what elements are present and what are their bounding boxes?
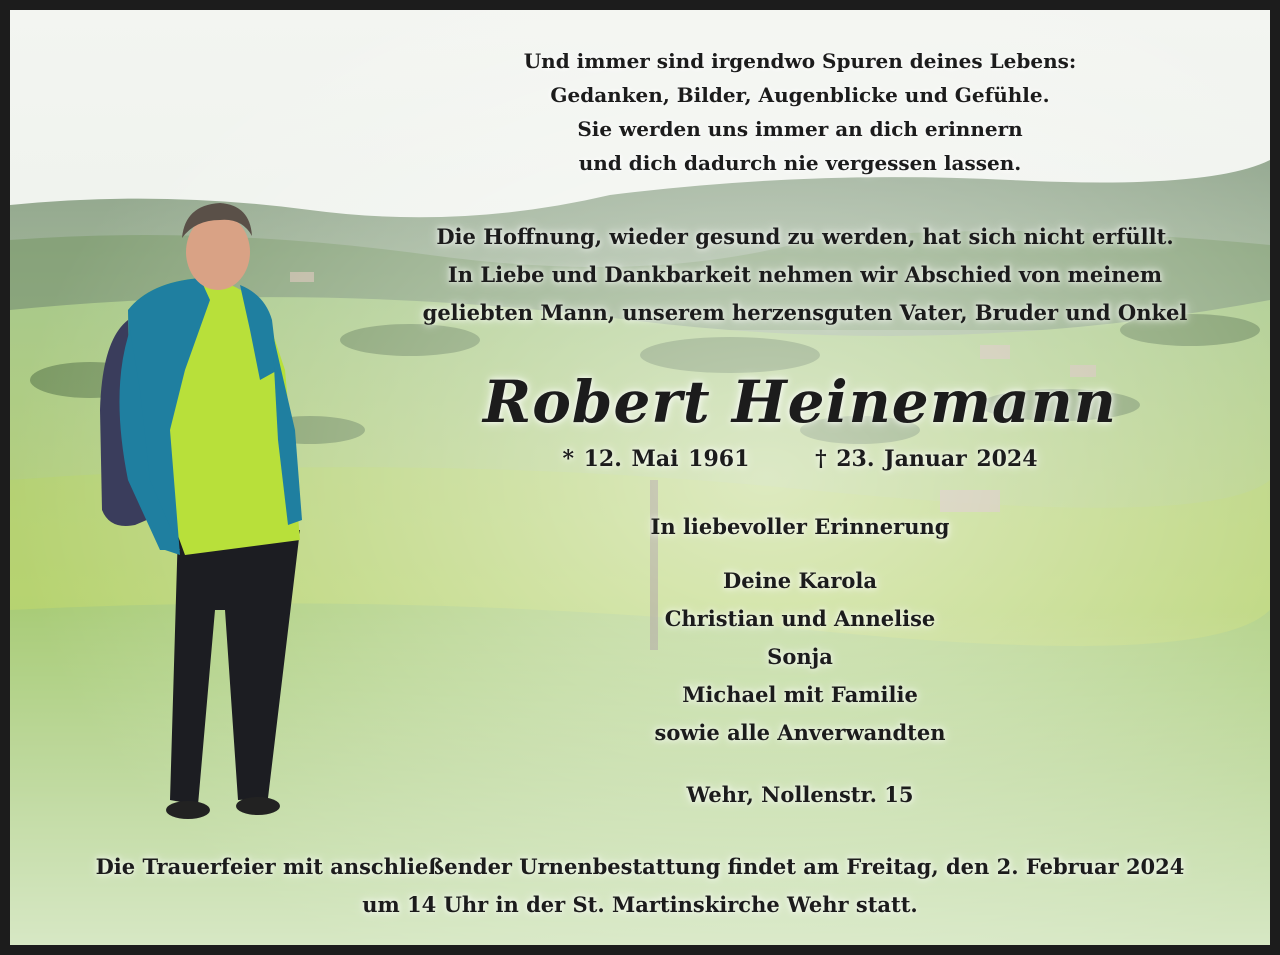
poem-line: Sie werden uns immer an dich erinnern xyxy=(577,117,1023,141)
deceased-name: Robert Heinemann xyxy=(483,368,1117,436)
intro-line: Die Hoffnung, wieder gesund zu werden, hat sich nicht erfüllt. xyxy=(436,224,1174,249)
poem-line: Und immer sind irgendwo Spuren deines Lebens: xyxy=(523,49,1077,73)
memory-heading: In liebevoller Erinnerung xyxy=(650,514,950,539)
intro-line: geliebten Mann, unserem herzensguten Vater, Bruder und Onkel xyxy=(422,300,1188,325)
family-member: Sonja xyxy=(767,644,833,669)
intro-line: In Liebe und Dankbarkeit nehmen wir Abschied von meinem xyxy=(447,262,1163,287)
service-line: um 14 Uhr in der St. Martinskirche Wehr statt. xyxy=(362,892,918,917)
service-line: Die Trauerfeier mit anschließender Urnenbestattung findet am Freitag, den 2. Februar 2024 xyxy=(95,854,1185,879)
family-member: sowie alle Anverwandten xyxy=(654,720,946,745)
family-member: Michael mit Familie xyxy=(682,682,918,707)
intro-text xyxy=(280,218,1280,332)
birth-date: * 12. Mai 1961 xyxy=(562,446,750,472)
poem xyxy=(300,44,1280,180)
family-member: Christian und Annelise xyxy=(664,606,936,631)
family-member: Deine Karola xyxy=(722,568,877,593)
poem-line: und dich dadurch nie vergessen lassen. xyxy=(578,151,1022,175)
address: Wehr, Nollenstr. 15 xyxy=(686,782,914,807)
funeral-service-info xyxy=(10,848,1270,924)
poem-line: Gedanken, Bilder, Augenblicke und Gefühle. xyxy=(550,83,1050,107)
death-date: † 23. Januar 2024 xyxy=(815,446,1038,472)
life-dates xyxy=(300,446,1280,472)
family-list xyxy=(300,562,1280,752)
